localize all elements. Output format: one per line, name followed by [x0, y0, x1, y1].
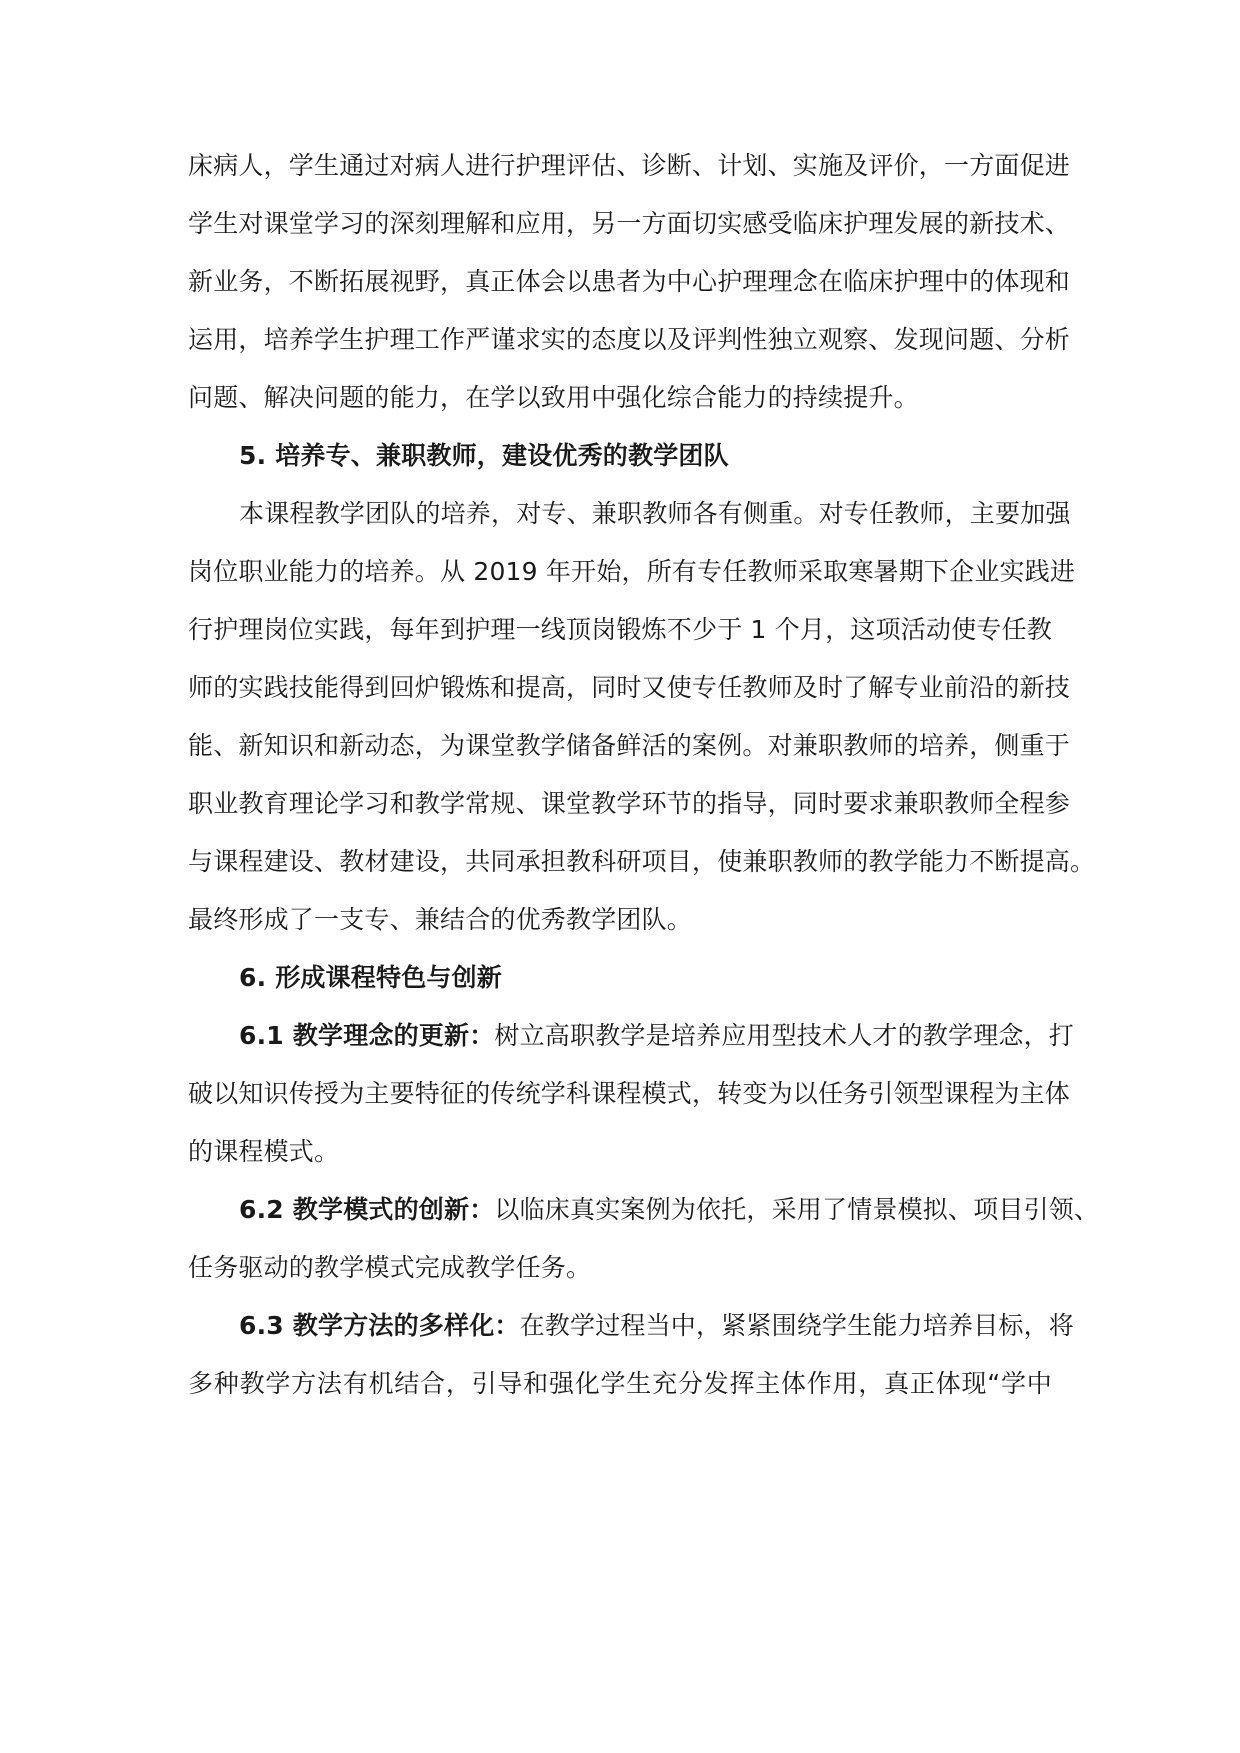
body-line: 破以知识传授为主要特征的传统学科课程模式，转变为以任务引领型课程为主体 [188, 1079, 1071, 1108]
body-line: 师的实践技能得到回炉锻炼和提高，同时又使专任教师及时了解专业前沿的新技 [188, 673, 1071, 702]
body-line: 问题、解决问题的能力，在学以致用中强化综合能力的持续提升。 [188, 383, 919, 412]
body-line: 运用，培养学生护理工作严谨求实的态度以及评判性独立观察、发现问题、分析 [188, 325, 1071, 354]
body-text: 在教学过程当中，紧紧围绕学生能力培养目标，将 [519, 1311, 1074, 1340]
section-heading-6: 6. 形成课程特色与创新 [239, 963, 502, 992]
body-line: 任务驱动的教学模式完成教学任务。 [188, 1253, 592, 1282]
body-line: 新业务，不断拓展视野，真正体会以患者为中心护理理念在临床护理中的体现和 [188, 267, 1071, 296]
body-line: 最终形成了一支专、兼结合的优秀教学团队。 [188, 905, 693, 934]
body-line: 多种教学方法有机结合，引导和强化学生充分发挥主体作用，真正体现“学中 [188, 1369, 1052, 1398]
subsection-6-2-line [239, 1194, 1099, 1226]
body-line: 本课程教学团队的培养，对专、兼职教师各有侧重。对专任教师，主要加强 [239, 499, 1071, 528]
subsection-6-3-line [239, 1310, 1074, 1342]
subsection-6-1-line [239, 1020, 1074, 1052]
body-line: 行护理岗位实践，每年到护理一线顶岗锻炼不少于 1 个月，这项活动使专任教 [188, 615, 1053, 644]
body-line: 的课程模式。 [188, 1137, 340, 1166]
body-line: 学生对课堂学习的深刻理解和应用，另一方面切实感受临床护理发展的新技术、 [188, 209, 1071, 238]
body-text: 树立高职教学是培养应用型技术人才的教学理念，打 [494, 1021, 1075, 1050]
body-line: 岗位职业能力的培养。从 2019 年开始，所有专任教师采取寒暑期下企业实践进 [188, 557, 1076, 586]
body-text: 以临床真实案例为依托，采用了情景模拟、项目引领、 [494, 1195, 1100, 1224]
body-line: 职业教育理论学习和教学常规、课堂教学环节的指导，同时要求兼职教师全程参 [188, 789, 1071, 818]
body-line: 能、新知识和新动态，为课堂教学储备鲜活的案例。对兼职教师的培养，侧重于 [188, 731, 1071, 760]
body-line: 床病人，学生通过对病人进行护理评估、诊断、计划、实施及评价，一方面促进 [188, 151, 1071, 180]
subsection-6-3-label: 6.3 教学方法的多样化： [239, 1311, 520, 1340]
section-heading-5: 5. 培养专、兼职教师，建设优秀的教学团队 [239, 441, 729, 470]
body-line: 与课程建设、教材建设，共同承担教科研项目，使兼职教师的教学能力不断提高。 [188, 847, 1096, 876]
subsection-6-1-label: 6.1 教学理念的更新： [239, 1021, 495, 1050]
subsection-6-2-label: 6.2 教学模式的创新： [239, 1195, 495, 1224]
